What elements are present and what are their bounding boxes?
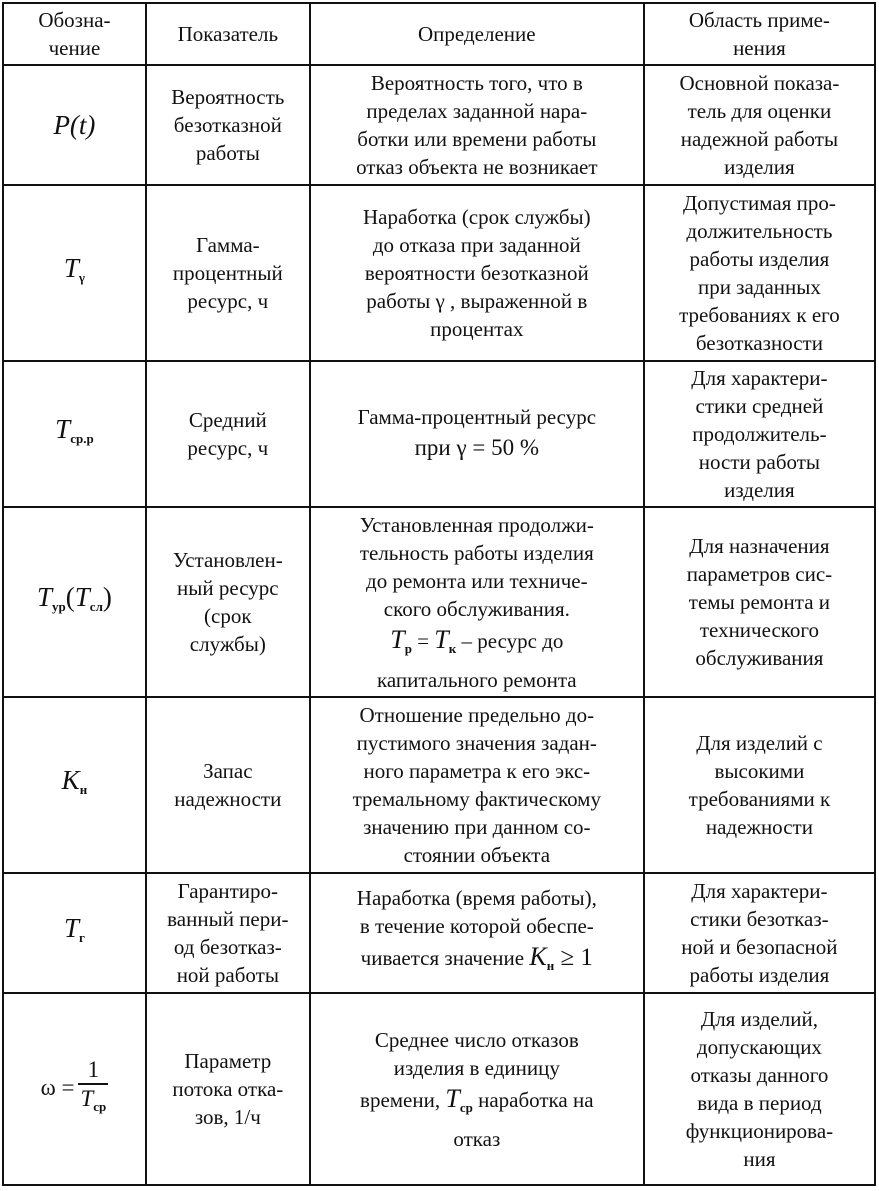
indicator-cell: Вероятность безотказной работы [146, 65, 310, 185]
header-definition: Определение [310, 3, 644, 65]
symbol-t-g: $T_г$ [63, 913, 85, 945]
table-row [3, 507, 875, 697]
symbol-t-sr-r: $T_{ср.р}$ [55, 414, 94, 446]
application-cell: Допустимая про- должительность работы изделия при заданных требованиях к его безотказности [644, 185, 875, 361]
reliability-indicators-table [2, 2, 876, 1186]
symbol-omega: ω = $\frac{1}{T_{ср}}$ [41, 1071, 109, 1101]
table-row [3, 993, 875, 1185]
application-cell: Для изделий, допускающих отказы данного вида в период функционирова- ния [644, 993, 875, 1185]
indicator-cell: Параметр потока отка- зов, 1/ч [146, 993, 310, 1185]
definition-cell: Гамма-процентный ресурс при γ = 50 % [310, 361, 644, 507]
indicator-cell: Запас надежности [146, 697, 310, 873]
symbol-cell [3, 873, 146, 993]
application-cell: Для характери- стики безотказ- ной и безопасной работы изделия [644, 873, 875, 993]
symbol-cell [3, 697, 146, 873]
table-row [3, 873, 875, 993]
symbol-cell [3, 507, 146, 697]
indicator-cell: Средний ресурс, ч [146, 361, 310, 507]
symbol-cell [3, 65, 146, 185]
application-cell: Для характери- стики средней продолжитель- ности работы изделия [644, 361, 875, 507]
application-cell: Основной показа- тель для оценки надежной работы изделия [644, 65, 875, 185]
definition-cell: Установленная продолжи- тельность работы изделия до ремонта или техниче- ского обслуживания. $T_р = T_к$ – ресурс до капитального ремонта [310, 507, 644, 697]
table-row [3, 185, 875, 361]
symbol-cell [3, 185, 146, 361]
application-cell: Для изделий с высокими требованиями к надежности [644, 697, 875, 873]
omega-fraction: $\frac{1}{T_{ср}}$ [78, 1057, 108, 1121]
resource-formula: $T_р = T_к$ – ресурс до [390, 624, 564, 656]
definition-cell: Наработка (время работы), в течение которой обеспе- чивается значение $K_н \ge 1$ [310, 873, 644, 993]
header-row [3, 3, 875, 65]
kn-condition: чивается значение $K_н \ge 1$ [360, 941, 593, 973]
header-application: Область приме- нения [644, 3, 875, 65]
symbol-k-n: $K_н$ [61, 765, 88, 797]
indicator-cell: Установлен- ный ресурс (срок службы) [146, 507, 310, 697]
symbol-t-gamma: $T_\gamma$ [63, 253, 85, 285]
header-symbol: Обозна- чение [3, 3, 146, 65]
definition-cell: Наработка (срок службы) до отказа при заданной вероятности безотказной работы γ , выраженной в процентах [310, 185, 644, 361]
indicator-cell: Гарантиро- ванный пери- од безотказ- ной работы [146, 873, 310, 993]
mtbf-line: времени, $T_{ср}$ наработка на [360, 1083, 594, 1115]
symbol-p-t: P(t) [53, 110, 96, 140]
symbol-cell [3, 993, 146, 1185]
symbol-t-ur-t-sl: $T_{ур}(T_{сл})$ [37, 582, 112, 614]
table-row [3, 65, 875, 185]
table-row [3, 697, 875, 873]
indicator-cell: Гамма- процентный ресурс, ч [146, 185, 310, 361]
table-row [3, 361, 875, 507]
definition-cell: Отношение предельно до- пустимого значения задан- ного параметра к его экс- тремальному фактическому значению при данном со- стоянии объекта [310, 697, 644, 873]
definition-cell: Вероятность того, что в пределах заданной нара- ботки или времени работы отказ объекта не возникает [310, 65, 644, 185]
application-cell: Для назначения параметров сис- темы ремонта и технического обслуживания [644, 507, 875, 697]
definition-cell: Среднее число отказов изделия в единицу времени, $T_{ср}$ наработка на отказ [310, 993, 644, 1185]
header-indicator: Показатель [146, 3, 310, 65]
symbol-cell [3, 361, 146, 507]
